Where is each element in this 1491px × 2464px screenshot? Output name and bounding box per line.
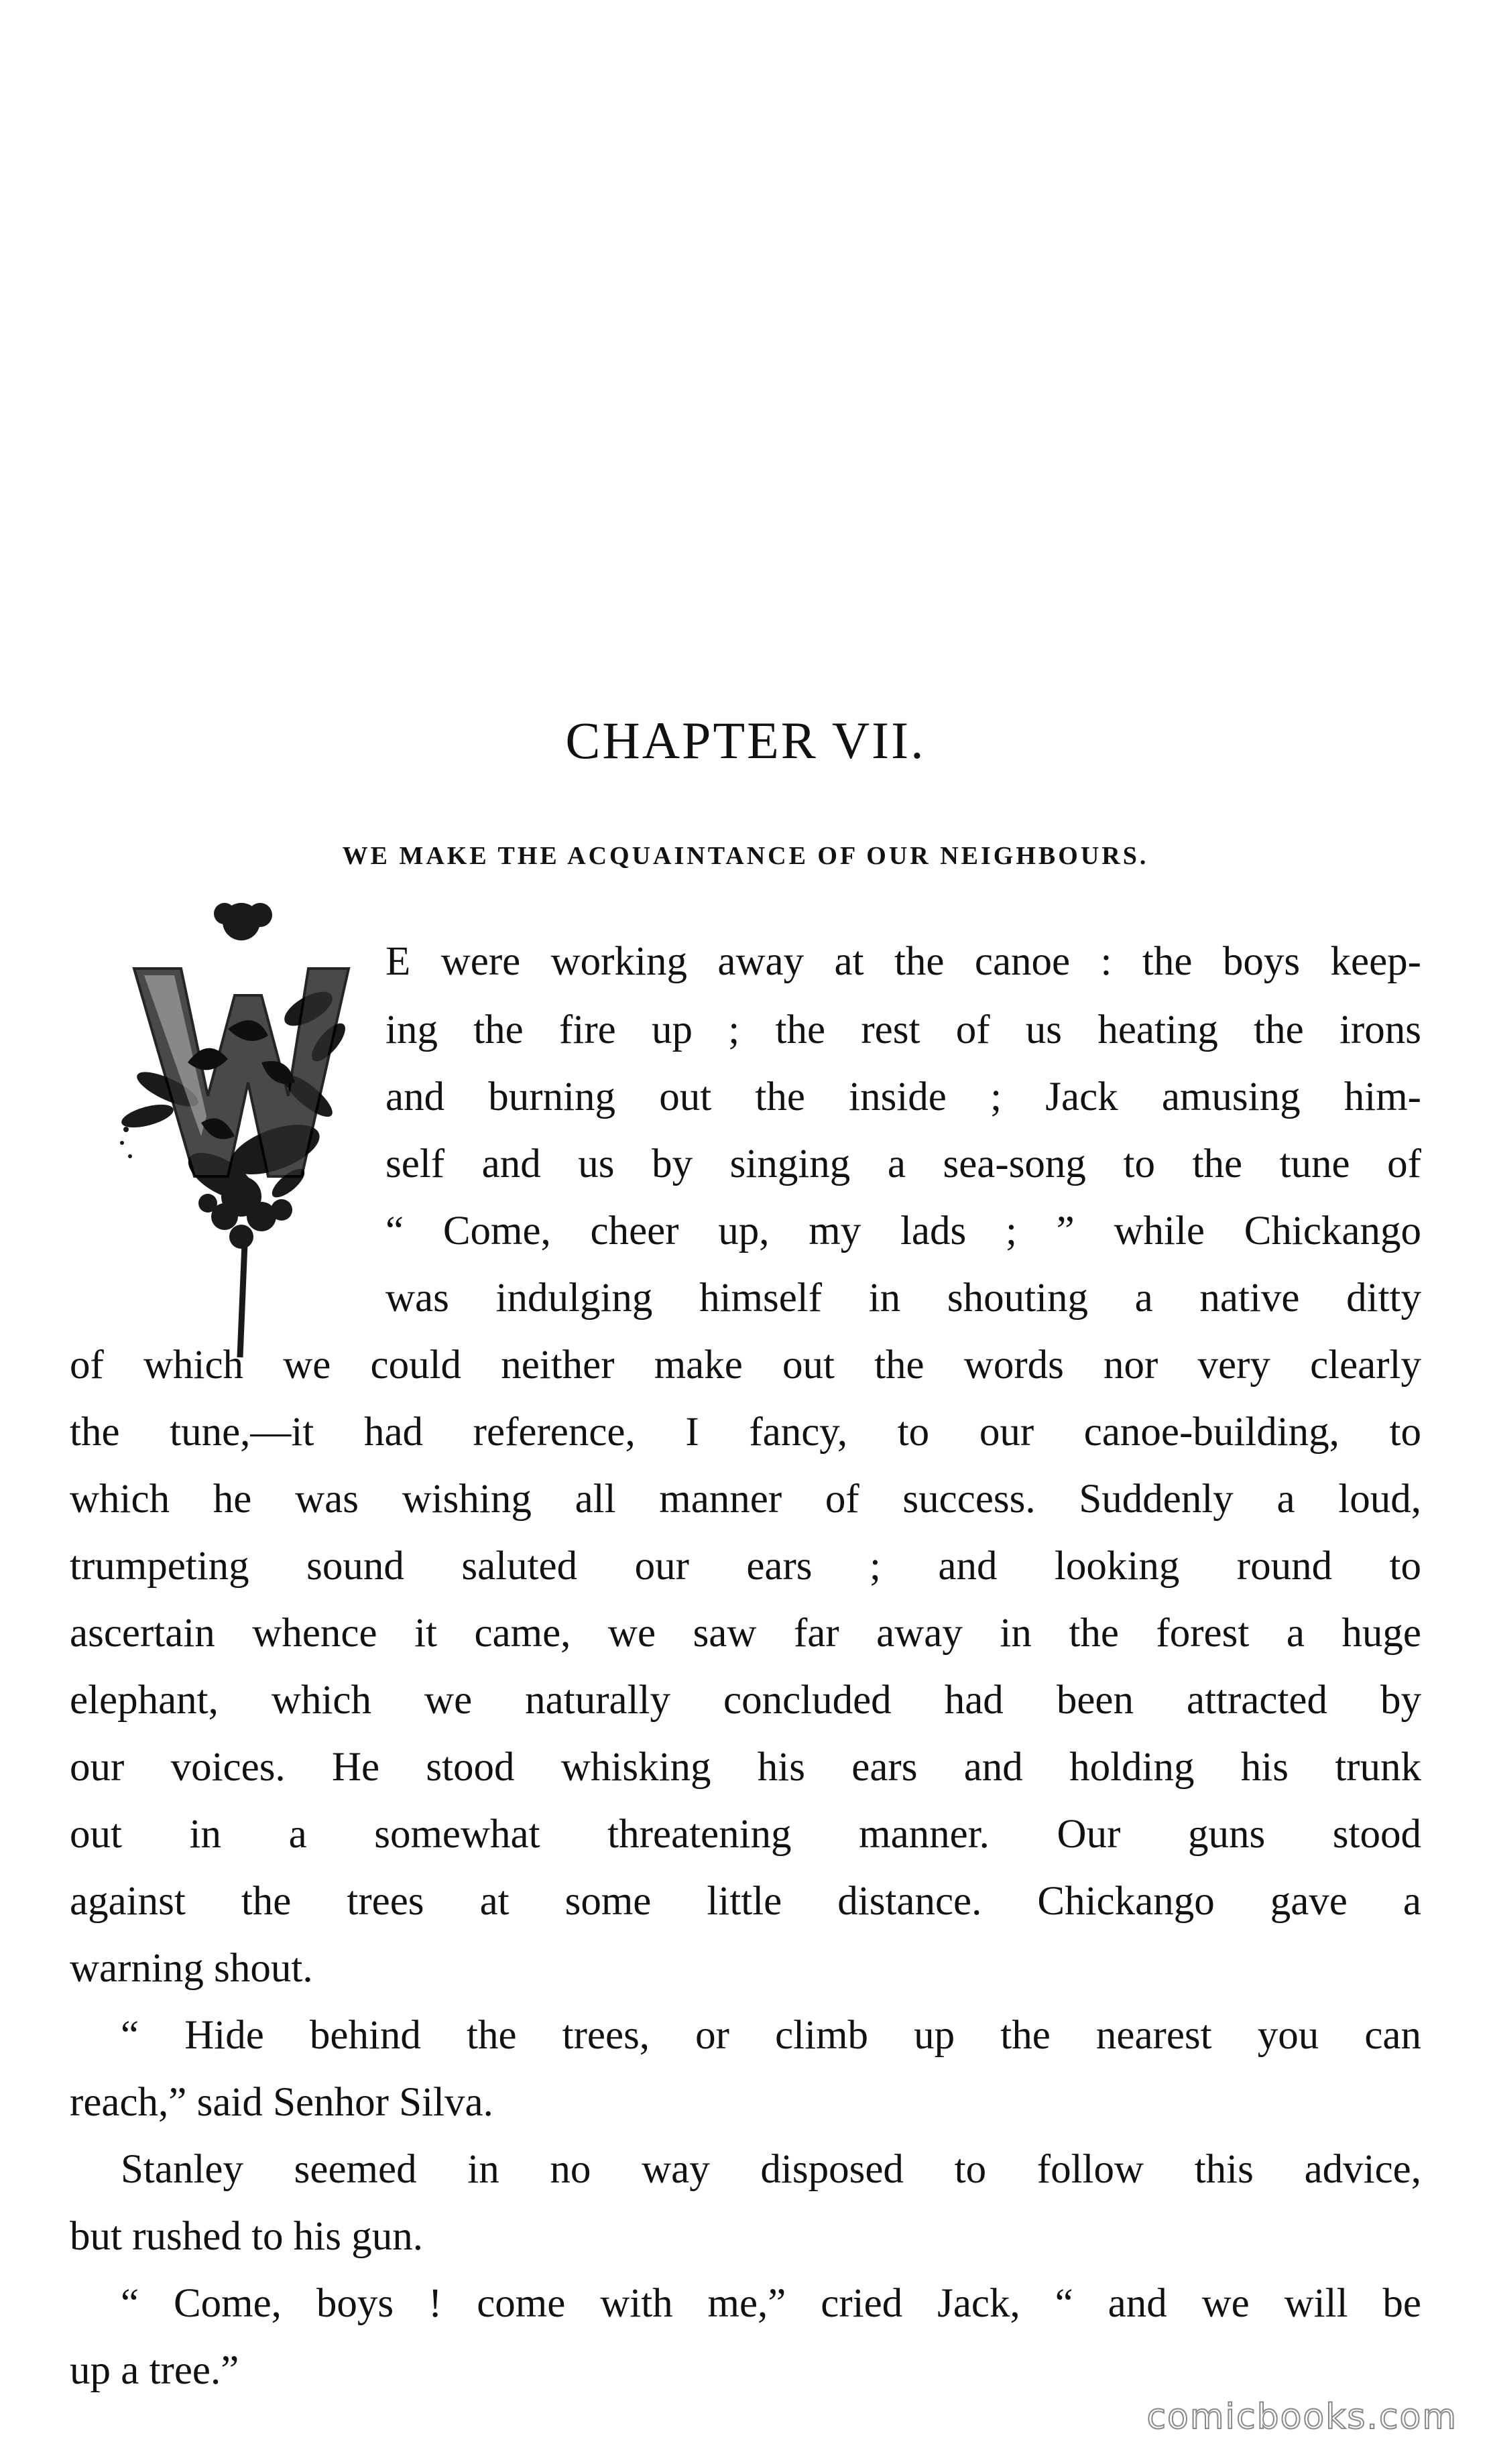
- floral-dropcap-icon: [107, 895, 375, 1364]
- text-line: Stanley seemed in no way disposed to follow this advice,: [121, 2147, 1421, 2192]
- text-line: E were working away at the canoe : the boys keep-: [385, 939, 1421, 984]
- text-line: elephant, which we naturally concluded had been attracted by: [70, 1678, 1421, 1723]
- text-line: of which we could neither make out the words nor very clearly: [70, 1343, 1421, 1388]
- text-line: against the trees at some little distance. Chickango gave a: [70, 1879, 1421, 1924]
- text-line: trumpeting sound saluted our ears ; and looking round to: [70, 1544, 1421, 1589]
- text-line: reach,” said Senhor Silva.: [70, 2080, 493, 2125]
- text-line: was indulging himself in shouting a native ditty: [385, 1276, 1421, 1320]
- text-line: “ Hide behind the trees, or climb up the nearest you can: [121, 2013, 1421, 2058]
- text-line: and burning out the inside ; Jack amusing him-: [385, 1074, 1421, 1119]
- text-line: our voices. He stood whisking his ears and holding his trunk: [70, 1745, 1421, 1790]
- text-line: up a tree.”: [70, 2348, 239, 2393]
- text-line: ing the fire up ; the rest of us heating the irons: [385, 1007, 1421, 1052]
- text-line: the tune,—it had reference, I fancy, to our canoe-building, to: [70, 1410, 1421, 1455]
- chapter-subtitle: WE MAKE THE ACQUAINTANCE OF OUR NEIGHBOURS.: [342, 842, 1149, 870]
- text-line: self and us by singing a sea-song to the tune of: [385, 1142, 1421, 1186]
- watermark: comicbooks.com: [1146, 2397, 1457, 2437]
- text-line: warning shout.: [70, 1946, 313, 1991]
- chapter-title: CHAPTER VII.: [565, 711, 926, 769]
- text-line: “ Come, cheer up, my lads ; ” while Chickango: [385, 1209, 1421, 1253]
- text-line: which he was wishing all manner of success. Suddenly a loud,: [70, 1477, 1421, 1522]
- dropcap-w-ornament: [107, 895, 375, 1364]
- text-line: ascertain whence it came, we saw far away in the forest a huge: [70, 1611, 1421, 1656]
- text-line: out in a somewhat threatening manner. Our guns stood: [70, 1812, 1421, 1857]
- text-line: but rushed to his gun.: [70, 2214, 423, 2259]
- text-line: “ Come, boys ! come with me,” cried Jack, “ and we will be: [121, 2281, 1421, 2326]
